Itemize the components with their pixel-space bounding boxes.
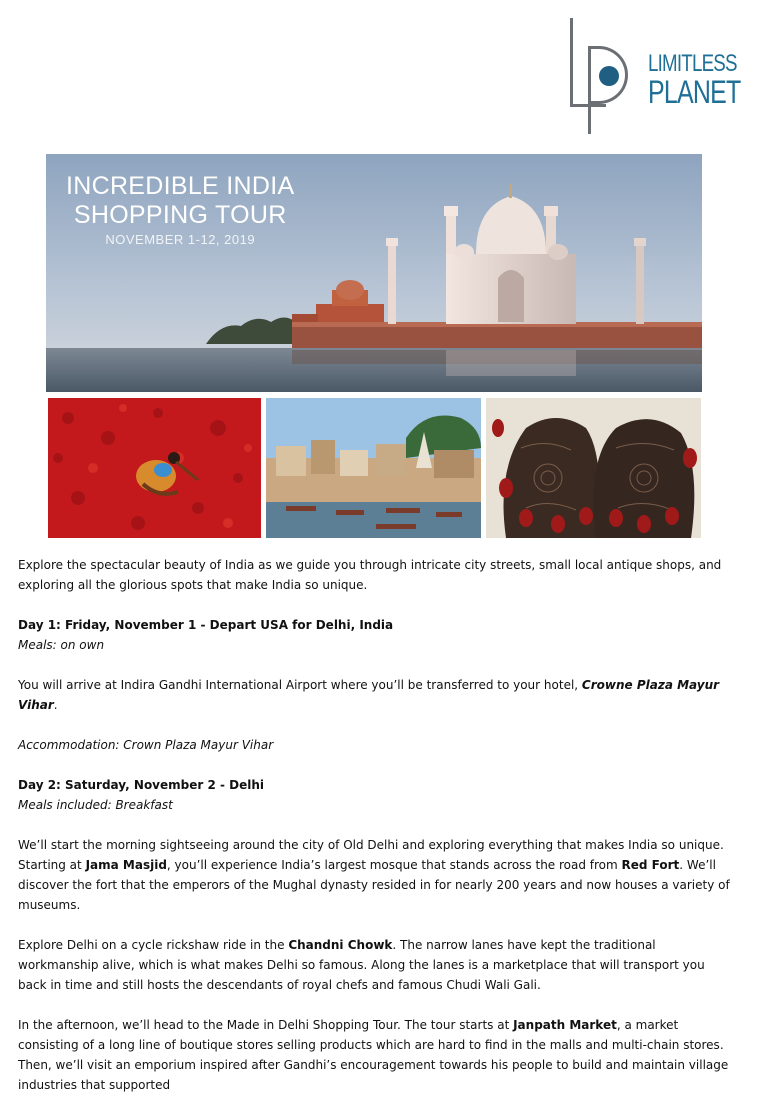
- photo-henna-hands: [486, 398, 701, 538]
- day-2-paragraph-1: We’ll start the morning sightseeing around the city of Old Delhi and exploring everything that makes India so unique. Starting at Jama Masjid, you’ll experience India’s largest mosque that stands across the road from Red Fort. We’ll discover the fort that the emperors of the Mughal dynasty resided in for nearly 200 years and now houses a variety of museums.: [18, 838, 730, 912]
- logo-word-planet: PLANET: [648, 74, 741, 110]
- varanasi-illustration: [266, 398, 481, 538]
- day-2-meals: Meals included: Breakfast: [18, 798, 173, 812]
- day-1-heading: Day 1: Friday, November 1 - Depart USA for Delhi, India: [18, 618, 394, 632]
- day-2-paragraph-2: Explore Delhi on a cycle rickshaw ride in the Chandni Chowk. The narrow lanes have kept the traditional workmanship alive, which is what makes Delhi so famous. Along the lanes is a marketplace that will transport you back in time and still hosts the descendants of royal chefs and famous Chudi Wali Gali.: [18, 938, 705, 992]
- itinerary-content: [18, 555, 732, 1115]
- logo-globe-icon: [599, 66, 619, 86]
- day-2-paragraph-3: In the afternoon, we’ll head to the Made in Delhi Shopping Tour. The tour starts at Janpath Market, a market consisting of a long line of boutique stores selling products which are hard to find in the malls and multi-chain stores. Then, we’ll visit an emporium inspired after Gandhi’s encouragement towards his people to build and maintain village industries that supported: [18, 1018, 729, 1092]
- hero-date: NOVEMBER 1-12, 2019: [105, 232, 256, 247]
- hero-title-block: [66, 172, 294, 247]
- chili-field-illustration: [48, 398, 261, 538]
- day-2-heading: Day 2: Saturday, November 2 - Delhi: [18, 778, 265, 792]
- photo-varanasi-ghats: [266, 398, 481, 538]
- henna-hands-illustration: [486, 398, 701, 538]
- limitless-planet-logo: [566, 18, 746, 136]
- day-1-meals: Meals: on own: [18, 638, 105, 652]
- hero-title-line-1: INCREDIBLE INDIA: [66, 172, 295, 200]
- day-1-arrival: You will arrive at Indira Gandhi International Airport where you’ll be transferred to your hotel, Crowne Plaza Mayur Vihar.: [18, 678, 720, 712]
- photo-chili-field: [48, 398, 261, 538]
- logo-word-limitless: LIMITLESS: [648, 50, 737, 77]
- hero-title-line-2: SHOPPING TOUR: [73, 201, 287, 229]
- intro-paragraph: Explore the spectacular beauty of India as we guide you through intricate city streets, small local antique shops, and exploring all the glorious spots that make India so unique.: [18, 558, 722, 592]
- day-1-hotel-name: Crowne Plaza Mayur Vihar: [18, 678, 720, 712]
- logo-l-stem: [570, 18, 573, 106]
- hero-banner-taj-mahal: [46, 154, 702, 392]
- day-1-accommodation: Accommodation: Crown Plaza Mayur Vihar: [18, 738, 274, 752]
